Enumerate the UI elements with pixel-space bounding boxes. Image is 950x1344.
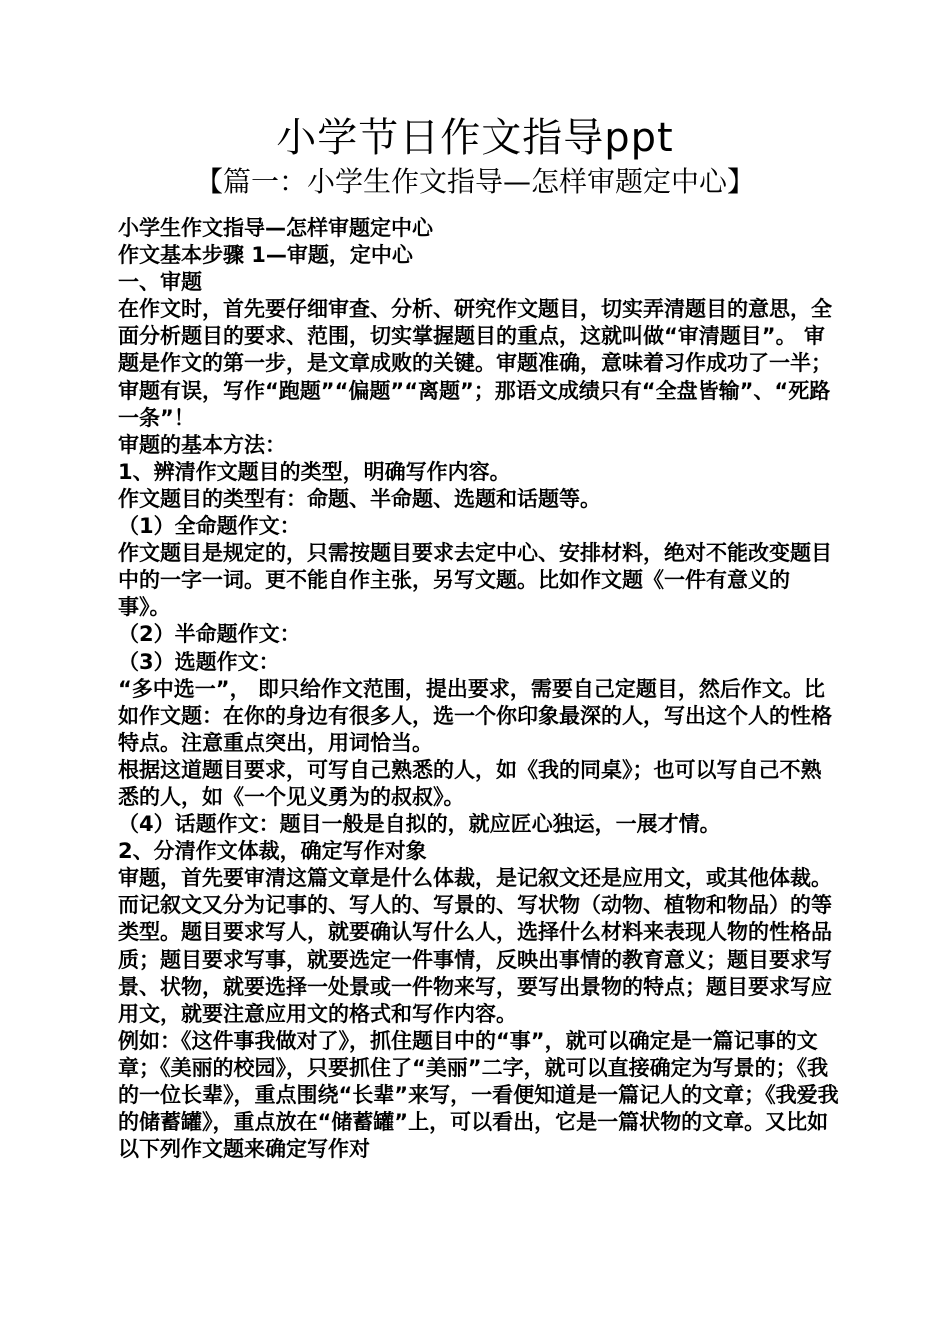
body-paragraph: 作文题目的类型有：命题、半命题、选题和话题等。 — [118, 486, 601, 511]
method-item: 2、分清作文体裁，确定写作对象 — [118, 839, 427, 864]
document-title: 小学节日作文指导ppt — [276, 115, 674, 161]
body-paragraph: 根据这道题目要求，可写自己熟悉的人，如《我的同桌》；也可以写自己不熟悉的人，如《一个见义勇为的叔叔》。 — [118, 757, 822, 809]
body-paragraph: 在作文时，首先要仔细审查、分析、研究作文题目，切实弄清题目的意思，全面分析题目的要求、范围，切实掌握题目的重点，这就叫做“审清题目”。 审题是作文的第一步，是文章成败的关键。审题准确，意味着习作成功了一半；审题有误，写作“跑题”“偏题”“离题”；那语文成绩只有“全盘皆输”、“死路一条”！ — [118, 297, 832, 430]
document-subtitle: 【篇一：小学生作文指导—怎样审题定中心】 — [194, 165, 755, 198]
method-item: 1、辨清作文题目的类型，明确写作内容。 — [118, 459, 511, 484]
step-heading: 作文基本步骤 1—审题，定中心 — [118, 243, 413, 268]
body-paragraph: “多中选一”， 即只给作文范围，提出要求，需要自己定题目，然后作文。比如作文题：在你的身边有很多人，选一个你印象最深的人，写出这个人的性格特点。注意重点突出，用词恰当。 — [118, 676, 832, 755]
document-body — [118, 215, 840, 1163]
section-heading: 小学生作文指导—怎样审题定中心 — [118, 216, 433, 240]
subitem-heading: （2）半命题作文： — [118, 622, 301, 647]
subitem-heading: （1）全命题作文： — [118, 514, 301, 539]
part-heading: 一、审题 — [118, 270, 202, 295]
body-paragraph: 审题，首先要审清这篇文章是什么体裁，是记叙文还是应用文，或其他体裁。而记叙文又分为记事的、写人的、写景的、写状物（动物、植物和物品）的等类型。题目要求写人，就要确认写什么人，选择什么材料来表现人物的性格品质；题目要求写事，就要选定一件事情，反映出事情的教育意义；题目要求写景、状物，就要选择一处景或一件物来写，要写出景物的特点；题目要求写应用文，就要注意应用文的格式和写作内容。 — [118, 866, 832, 1026]
body-paragraph: 例如：《这件事我做对了》，抓住题目中的“事”，就可以确定是一篇记事的文章；《美丽的校园》，只要抓住了“美丽”二字，就可以直接确定为写景的；《我的一位长辈》，重点围绕“长辈”来写，一看便知道是一篇记人的文章；《我爱我的储蓄罐》，重点放在“储蓄罐”上，可以看出，它是一篇状物的文章。又比如以下列作文题来确定写作对 — [118, 1028, 839, 1162]
body-paragraph: 作文题目是规定的，只需按题目要求去定中心、安排材料，绝对不能改变题目中的一字一词。更不能自作主张，另写文题。比如作文题《一件有意义的事》。 — [118, 541, 832, 620]
method-heading: 审题的基本方法： — [118, 432, 286, 457]
subitem-heading: （3）选题作文： — [118, 649, 280, 674]
subitem-heading: （4）话题作文：题目一般是自拟的，就应匠心独运，一展才情。 — [118, 812, 721, 837]
